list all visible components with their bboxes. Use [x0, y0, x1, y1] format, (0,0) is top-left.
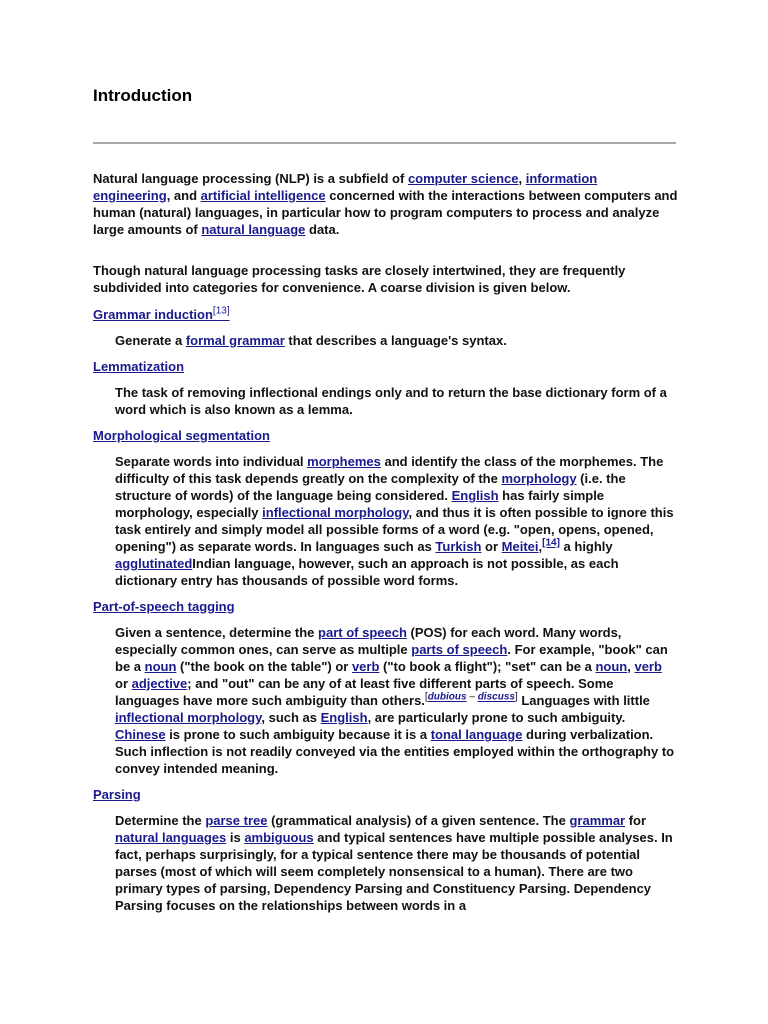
definition-parsing: Determine the parse tree (grammatical analysis) of a given sentence. The grammar for natural languages is ambiguous and typical sentences have multiple possible analyses. In fact, perhaps surprisingly, for a typical sentence there may be thousands of potential parses (most of which will seem completely nonsensical to a human). There are two primary types of parsing, Dependency Parsing and Constituency Parsing. Dependency Parsing focuses on the relationships between words in a — [115, 813, 673, 913]
link-inflectional-morphology[interactable]: inflectional morphology — [262, 505, 409, 520]
link-natural-language[interactable]: natural language — [201, 222, 306, 237]
term-link-part-of-speech-tagging[interactable]: Part-of-speech tagging — [93, 599, 235, 614]
article-body — [93, 170, 678, 923]
citation[interactable] — [542, 538, 560, 549]
link-inflectional-morphology[interactable]: inflectional morphology — [115, 710, 262, 725]
term-link-grammar-induction[interactable]: Grammar induction[13] — [93, 305, 230, 322]
link-artificial-intelligence[interactable]: artificial intelligence — [200, 188, 326, 203]
term-lemmatization — [93, 358, 184, 375]
link-natural-languages[interactable]: natural languages — [115, 830, 227, 845]
link-computer-science[interactable]: computer science — [407, 171, 519, 186]
link-turkish[interactable]: Turkish — [435, 539, 482, 554]
link-parts-of-speech[interactable]: parts of speech — [411, 642, 508, 657]
link-english[interactable]: English — [451, 488, 499, 503]
intro-paragraph-2: Though natural language processing tasks are closely intertwined, they are frequently subdivided into categories for convenience. A coarse division is given below. — [93, 263, 626, 295]
link-agglutinated[interactable]: agglutinated — [115, 556, 193, 571]
link-grammar[interactable]: grammar — [569, 813, 626, 828]
citation[interactable]: [13] — [212, 305, 230, 317]
definition-list — [93, 306, 678, 914]
definition-morphological-segmentation: Separate words into individual morphemes and identify the class of the morphemes. The difficulty of this task depends greatly on the complexity of the morphology (i.e. the structure of words) of the language being considered. English has fairly simple morphology, especially inflectional morphology, and thus it is often possible to ignore this task entirely and simply model all possible forms of a word (e.g. "open, opens, opened, opening") as separate words. In languages such as Turkish or Meitei,[14] a highly agglutinatedIndian language, however, such an approach is not possible, as each dictionary entry has thousands of possible word forms. — [115, 454, 674, 588]
intro-paragraph-1: Natural language processing (NLP) is a subfield of computer science, information engineering, and artificial intelligence concerned with the interactions between computers and human (natural) languages, in particular how to program computers to process and analyze large amounts of natural language data. — [93, 171, 678, 237]
link-noun[interactable]: noun — [595, 659, 628, 674]
link-english[interactable]: English — [320, 710, 368, 725]
link-verb[interactable]: verb — [634, 659, 662, 674]
definition-grammar-induction: Generate a formal grammar that describes a language's syntax. — [115, 333, 507, 348]
term-part-of-speech-tagging — [93, 598, 235, 615]
link-meitei[interactable]: Meitei — [501, 539, 539, 554]
term-link-parsing[interactable]: Parsing — [93, 787, 141, 802]
link-chinese[interactable]: Chinese — [115, 727, 166, 742]
term-morphological-segmentation — [93, 427, 270, 444]
link-verb[interactable]: verb — [351, 659, 380, 674]
link-discuss[interactable]: discuss — [477, 691, 515, 703]
link-parse-tree[interactable]: parse tree — [205, 813, 268, 828]
link-tonal-language[interactable]: tonal language — [430, 727, 523, 742]
horizontal-divider — [93, 142, 676, 144]
definition-lemmatization: The task of removing inflectional endings only and to return the base dictionary form of a word which is also known as a lemma. — [115, 385, 667, 417]
link-morphemes[interactable]: morphemes — [307, 454, 381, 469]
term-parsing — [93, 786, 141, 803]
term-link-morphological-segmentation[interactable]: Morphological segmentation — [93, 428, 270, 443]
citation[interactable]: [dubious – discuss] — [424, 691, 518, 703]
link-information-engineering[interactable]: information engineering — [93, 171, 598, 203]
link-adjective[interactable]: adjective — [131, 676, 188, 691]
page-title: Introduction — [93, 86, 193, 105]
citation-link[interactable]: [14] — [542, 537, 560, 549]
term-link-lemmatization[interactable]: Lemmatization — [93, 359, 185, 374]
link-noun[interactable]: noun — [144, 659, 177, 674]
link-morphology[interactable]: morphology — [501, 471, 577, 486]
definition-part-of-speech-tagging: Given a sentence, determine the part of speech (POS) for each word. Many words, especially common ones, can serve as multiple parts of speech. For example, "book" can be a noun ("the book on the table") or verb ("to book a flight"); "set" can be a noun, verb or adjective; and "out" can be any of at least five different parts of speech. Some languages have more such ambiguity than others.[dubious – discuss] Languages with little inflectional morphology, such as English, are particularly prone to such ambiguity. Chinese is prone to such ambiguity because it is a tonal language during verbalization. Such inflection is not readily conveyed via the entities employed within the orthography to convey intended meaning. — [115, 625, 675, 776]
link-part-of-speech[interactable]: part of speech — [318, 625, 407, 640]
term-grammar-induction — [93, 306, 230, 323]
link-ambiguous[interactable]: ambiguous — [244, 830, 314, 845]
link-dubious[interactable]: dubious — [427, 691, 467, 703]
link-formal-grammar[interactable]: formal grammar — [185, 333, 285, 348]
